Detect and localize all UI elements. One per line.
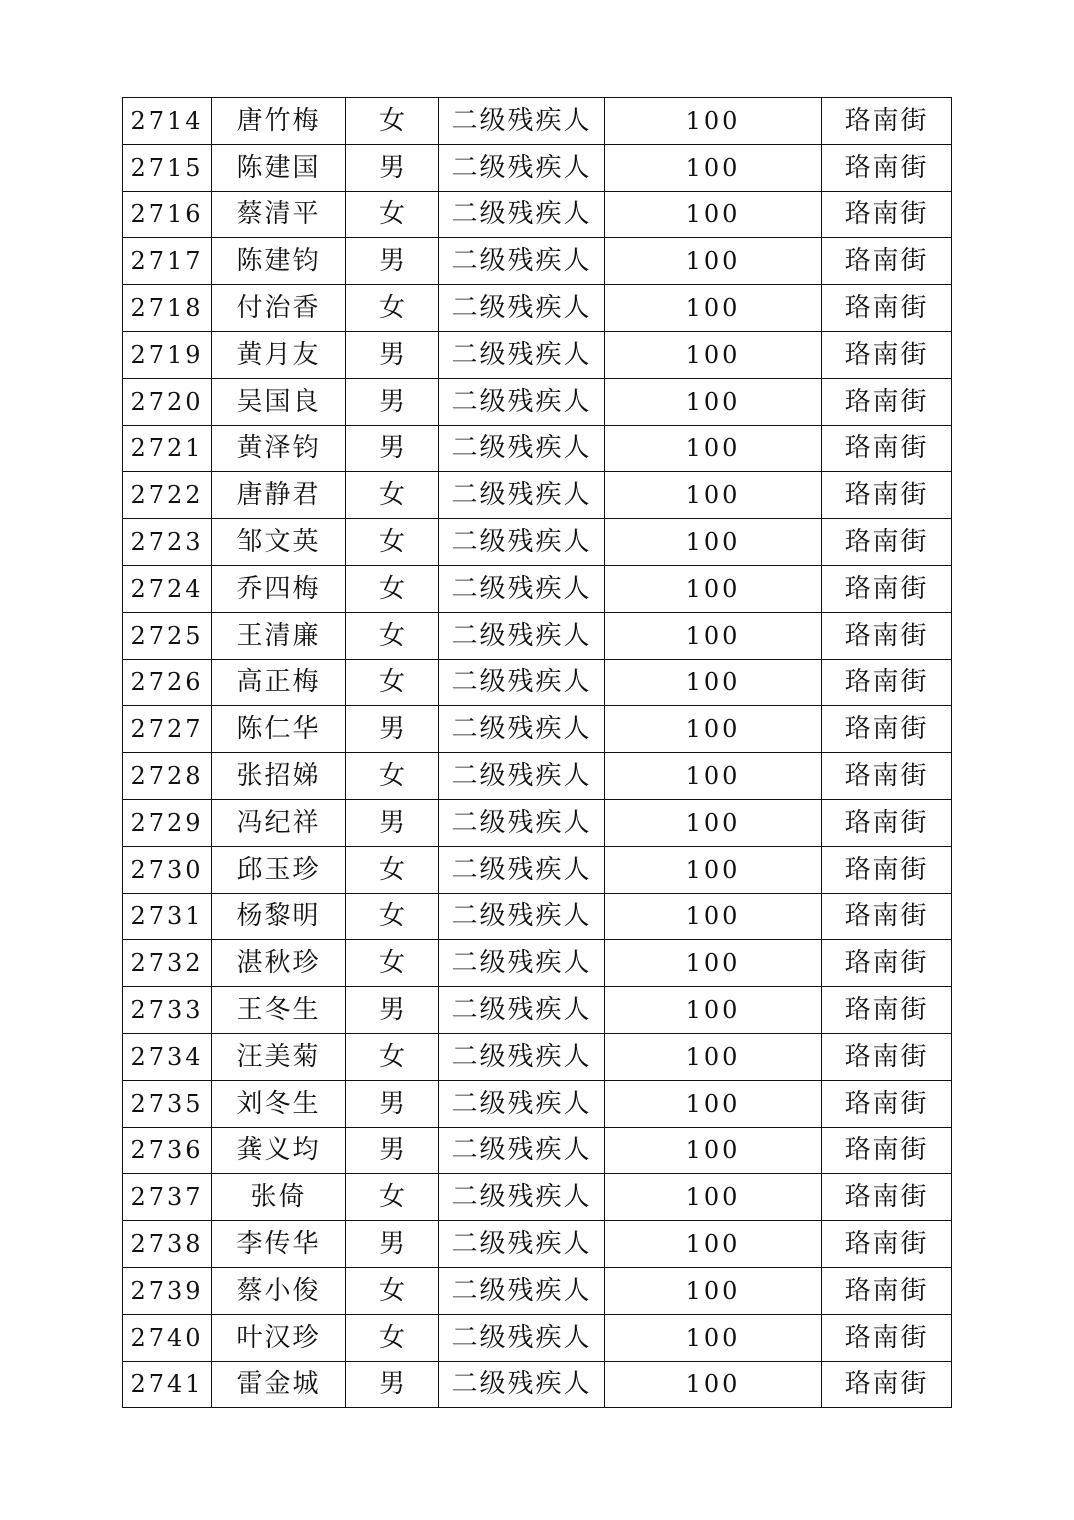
gender: 女	[346, 191, 439, 238]
table-row	[123, 1314, 952, 1361]
amount: 100	[605, 191, 822, 238]
amount: 100	[605, 144, 822, 191]
amount: 100	[605, 378, 822, 425]
street: 珞南街	[822, 144, 952, 191]
disability-category: 二级残疾人	[439, 191, 605, 238]
street: 珞南街	[822, 285, 952, 332]
person-name: 邱玉珍	[212, 846, 346, 893]
amount: 100	[605, 1361, 822, 1408]
amount: 100	[605, 519, 822, 566]
table-body	[123, 98, 952, 1408]
gender: 男	[346, 425, 439, 472]
street: 珞南街	[822, 940, 952, 987]
street: 珞南街	[822, 612, 952, 659]
table-row	[123, 1080, 952, 1127]
disability-category: 二级残疾人	[439, 799, 605, 846]
street: 珞南街	[822, 1221, 952, 1268]
street: 珞南街	[822, 846, 952, 893]
row-number: 2736	[123, 1127, 212, 1174]
amount: 100	[605, 1080, 822, 1127]
table-row	[123, 659, 952, 706]
disability-category: 二级残疾人	[439, 565, 605, 612]
disability-category: 二级残疾人	[439, 285, 605, 332]
table-row	[123, 987, 952, 1034]
person-name: 付治香	[212, 285, 346, 332]
person-name: 蔡小俊	[212, 1267, 346, 1314]
row-number: 2715	[123, 144, 212, 191]
disability-category: 二级残疾人	[439, 940, 605, 987]
table-row	[123, 1127, 952, 1174]
disability-category: 二级残疾人	[439, 378, 605, 425]
person-name: 吴国良	[212, 378, 346, 425]
table-row	[123, 1174, 952, 1221]
row-number: 2726	[123, 659, 212, 706]
row-number: 2725	[123, 612, 212, 659]
disability-category: 二级残疾人	[439, 1221, 605, 1268]
amount: 100	[605, 472, 822, 519]
table-row	[123, 285, 952, 332]
row-number: 2714	[123, 98, 212, 145]
person-name: 高正梅	[212, 659, 346, 706]
row-number: 2716	[123, 191, 212, 238]
amount: 100	[605, 425, 822, 472]
gender: 女	[346, 612, 439, 659]
street: 珞南街	[822, 659, 952, 706]
disability-category: 二级残疾人	[439, 987, 605, 1034]
row-number: 2724	[123, 565, 212, 612]
amount: 100	[605, 1267, 822, 1314]
row-number: 2737	[123, 1174, 212, 1221]
street: 珞南街	[822, 1361, 952, 1408]
table-row	[123, 378, 952, 425]
street: 珞南街	[822, 191, 952, 238]
gender: 女	[346, 846, 439, 893]
gender: 男	[346, 331, 439, 378]
gender: 女	[346, 659, 439, 706]
row-number: 2740	[123, 1314, 212, 1361]
row-number: 2732	[123, 940, 212, 987]
table-row	[123, 519, 952, 566]
street: 珞南街	[822, 519, 952, 566]
table-row	[123, 612, 952, 659]
row-number: 2728	[123, 753, 212, 800]
row-number: 2734	[123, 1033, 212, 1080]
street: 珞南街	[822, 753, 952, 800]
person-name: 刘冬生	[212, 1080, 346, 1127]
amount: 100	[605, 987, 822, 1034]
street: 珞南街	[822, 799, 952, 846]
recipient-table	[122, 97, 952, 1408]
table-row	[123, 706, 952, 753]
gender: 女	[346, 1267, 439, 1314]
person-name: 乔四梅	[212, 565, 346, 612]
row-number: 2717	[123, 238, 212, 285]
row-number: 2720	[123, 378, 212, 425]
table-row	[123, 191, 952, 238]
gender: 女	[346, 1174, 439, 1221]
amount: 100	[605, 659, 822, 706]
gender: 女	[346, 472, 439, 519]
disability-category: 二级残疾人	[439, 331, 605, 378]
street: 珞南街	[822, 987, 952, 1034]
disability-category: 二级残疾人	[439, 1267, 605, 1314]
street: 珞南街	[822, 98, 952, 145]
street: 珞南街	[822, 893, 952, 940]
row-number: 2735	[123, 1080, 212, 1127]
gender: 男	[346, 987, 439, 1034]
person-name: 陈建钧	[212, 238, 346, 285]
gender: 男	[346, 378, 439, 425]
person-name: 李传华	[212, 1221, 346, 1268]
table-row	[123, 565, 952, 612]
row-number: 2729	[123, 799, 212, 846]
row-number: 2738	[123, 1221, 212, 1268]
disability-category: 二级残疾人	[439, 472, 605, 519]
amount: 100	[605, 1221, 822, 1268]
person-name: 陈建国	[212, 144, 346, 191]
amount: 100	[605, 1174, 822, 1221]
gender: 男	[346, 144, 439, 191]
person-name: 陈仁华	[212, 706, 346, 753]
street: 珞南街	[822, 1127, 952, 1174]
street: 珞南街	[822, 425, 952, 472]
disability-category: 二级残疾人	[439, 706, 605, 753]
gender: 女	[346, 940, 439, 987]
row-number: 2727	[123, 706, 212, 753]
disability-category: 二级残疾人	[439, 1127, 605, 1174]
table-row	[123, 846, 952, 893]
gender: 女	[346, 565, 439, 612]
disability-category: 二级残疾人	[439, 659, 605, 706]
row-number: 2733	[123, 987, 212, 1034]
gender: 女	[346, 893, 439, 940]
disability-category: 二级残疾人	[439, 753, 605, 800]
street: 珞南街	[822, 1033, 952, 1080]
disability-category: 二级残疾人	[439, 238, 605, 285]
disability-category: 二级残疾人	[439, 1080, 605, 1127]
street: 珞南街	[822, 238, 952, 285]
amount: 100	[605, 893, 822, 940]
table-row	[123, 472, 952, 519]
disability-category: 二级残疾人	[439, 612, 605, 659]
amount: 100	[605, 1314, 822, 1361]
gender: 男	[346, 1080, 439, 1127]
table-row	[123, 1361, 952, 1408]
amount: 100	[605, 846, 822, 893]
disability-category: 二级残疾人	[439, 1361, 605, 1408]
gender: 男	[346, 706, 439, 753]
gender: 女	[346, 285, 439, 332]
gender: 男	[346, 1361, 439, 1408]
row-number: 2741	[123, 1361, 212, 1408]
person-name: 蔡清平	[212, 191, 346, 238]
amount: 100	[605, 285, 822, 332]
gender: 女	[346, 1033, 439, 1080]
person-name: 张招娣	[212, 753, 346, 800]
person-name: 湛秋珍	[212, 940, 346, 987]
disability-category: 二级残疾人	[439, 846, 605, 893]
person-name: 黄月友	[212, 331, 346, 378]
disability-category: 二级残疾人	[439, 519, 605, 566]
disability-category: 二级残疾人	[439, 1033, 605, 1080]
table-row	[123, 144, 952, 191]
person-name: 王清廉	[212, 612, 346, 659]
table-row	[123, 893, 952, 940]
amount: 100	[605, 331, 822, 378]
street: 珞南街	[822, 1267, 952, 1314]
row-number: 2739	[123, 1267, 212, 1314]
gender: 男	[346, 1221, 439, 1268]
person-name: 王冬生	[212, 987, 346, 1034]
table-row	[123, 425, 952, 472]
street: 珞南街	[822, 1174, 952, 1221]
gender: 男	[346, 1127, 439, 1174]
row-number: 2722	[123, 472, 212, 519]
street: 珞南街	[822, 1080, 952, 1127]
person-name: 张倚	[212, 1174, 346, 1221]
person-name: 龚义均	[212, 1127, 346, 1174]
gender: 女	[346, 753, 439, 800]
street: 珞南街	[822, 378, 952, 425]
gender: 男	[346, 238, 439, 285]
gender: 男	[346, 799, 439, 846]
amount: 100	[605, 565, 822, 612]
street: 珞南街	[822, 565, 952, 612]
table-row	[123, 799, 952, 846]
table-row	[123, 331, 952, 378]
amount: 100	[605, 706, 822, 753]
row-number: 2730	[123, 846, 212, 893]
person-name: 黄泽钧	[212, 425, 346, 472]
person-name: 叶汉珍	[212, 1314, 346, 1361]
table-row	[123, 238, 952, 285]
amount: 100	[605, 1033, 822, 1080]
street: 珞南街	[822, 706, 952, 753]
table-row	[123, 98, 952, 145]
amount: 100	[605, 799, 822, 846]
street: 珞南街	[822, 472, 952, 519]
gender: 女	[346, 98, 439, 145]
table-row	[123, 1267, 952, 1314]
row-number: 2731	[123, 893, 212, 940]
table-row	[123, 1033, 952, 1080]
disability-category: 二级残疾人	[439, 1174, 605, 1221]
disability-category: 二级残疾人	[439, 144, 605, 191]
disability-category: 二级残疾人	[439, 98, 605, 145]
amount: 100	[605, 1127, 822, 1174]
person-name: 汪美菊	[212, 1033, 346, 1080]
gender: 女	[346, 519, 439, 566]
person-name: 唐竹梅	[212, 98, 346, 145]
person-name: 邹文英	[212, 519, 346, 566]
disability-category: 二级残疾人	[439, 425, 605, 472]
person-name: 雷金城	[212, 1361, 346, 1408]
row-number: 2721	[123, 425, 212, 472]
street: 珞南街	[822, 1314, 952, 1361]
gender: 女	[346, 1314, 439, 1361]
amount: 100	[605, 98, 822, 145]
disability-category: 二级残疾人	[439, 1314, 605, 1361]
row-number: 2719	[123, 331, 212, 378]
amount: 100	[605, 238, 822, 285]
row-number: 2723	[123, 519, 212, 566]
table-row	[123, 753, 952, 800]
amount: 100	[605, 612, 822, 659]
amount: 100	[605, 753, 822, 800]
person-name: 杨黎明	[212, 893, 346, 940]
row-number: 2718	[123, 285, 212, 332]
table-row	[123, 940, 952, 987]
disability-category: 二级残疾人	[439, 893, 605, 940]
table-row	[123, 1221, 952, 1268]
street: 珞南街	[822, 331, 952, 378]
amount: 100	[605, 940, 822, 987]
person-name: 冯纪祥	[212, 799, 346, 846]
person-name: 唐静君	[212, 472, 346, 519]
